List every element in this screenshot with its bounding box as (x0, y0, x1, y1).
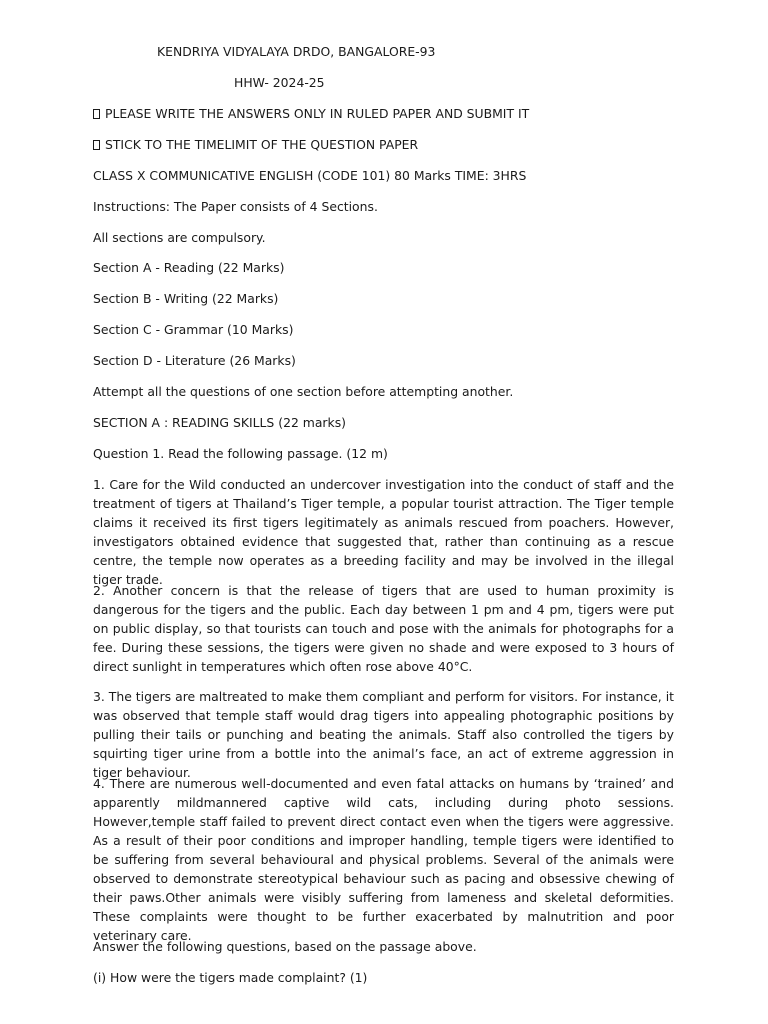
section-item: Section D - Literature (26 Marks) (93, 353, 296, 368)
missing-glyph-icon (93, 140, 100, 150)
passage-paragraph-1: 1. Care for the Wild conducted an undercover investigation into the conduct of staff and the treatment of tigers at Thailand’s Tiger temple, a popular tourist attraction. The Tiger temple claims it received its first tigers legitimately as animals rescued from poachers. However, investigators obtained evidence that suggested that, rather than continuing as a rescue centre, the temple now operates as a breeding facility and may be involved in the illegal tiger trade. (93, 477, 674, 587)
school-heading: KENDRIYA VIDYALAYA DRDO, BANGALORE-93 (157, 44, 436, 59)
note-timelimit (93, 137, 418, 153)
question-1-heading: Question 1. Read the following passage. (12 m) (93, 446, 388, 461)
answer-prompt: Answer the following questions, based on the passage above. (93, 939, 477, 954)
note-text: PLEASE WRITE THE ANSWERS ONLY IN RULED PAPER AND SUBMIT IT (105, 106, 530, 121)
passage-paragraph-2: 2. Another concern is that the release of tigers that are used to human proximity is dangerous for the tigers and the public. Each day between 1 pm and 4 pm, tigers were put on public display, so that tourists can touch and pose with the animals for photographs for a fee. During these sessions, the tigers were given no shade and were exposed to 3 hours of direct sunlight in temperatures which often rose above 40°C. (93, 583, 674, 674)
attempt-instruction: Attempt all the questions of one section before attempting another. (93, 384, 514, 399)
instructions-line: Instructions: The Paper consists of 4 Sections. (93, 199, 378, 214)
passage-paragraph-3: 3. The tigers are maltreated to make them compliant and perform for visitors. For instance, it was observed that temple staff would drag tigers into appealing photographic positions by pulling their tails or punching and beating the animals. Staff also controlled the tigers by squirting tiger urine from a bottle into the animal’s face, an act of extreme aggression in tiger behaviour. (93, 689, 674, 780)
note-text: STICK TO THE TIMELIMIT OF THE QUESTION PAPER (105, 137, 419, 152)
section-item: Section B - Writing (22 Marks) (93, 291, 279, 306)
compulsory-line: All sections are compulsory. (93, 230, 266, 245)
section-a-title: SECTION A : READING SKILLS (22 marks) (93, 415, 346, 430)
class-info: CLASS X COMMUNICATIVE ENGLISH (CODE 101) 80 Marks TIME: 3HRS (93, 168, 527, 183)
section-item: Section C - Grammar (10 Marks) (93, 322, 294, 337)
passage-paragraph-4: 4. There are numerous well-documented and even fatal attacks on humans by ‘trained’ and apparently mildmannered captive wild cats, including during photo sessions. However,temple staff failed to prevent direct contact even when the tigers were aggressive. As a result of their poor conditions and improper handling, temple tigers were identified to be suffering from several behavioural and physical problems. Several of the animals were observed to demonstrate stereotypical behaviour such as pacing and obsessive chewing of their paws.Other animals were visibly suffering from lameness and skeletal deformities. These complaints were thought to be further exacerbated by malnutrition and poor veterinary care. (93, 776, 674, 943)
note-ruled-paper (93, 106, 529, 122)
question-i: (i) How were the tigers made complaint? (1) (93, 970, 368, 985)
hhw-heading: HHW- 2024-25 (234, 75, 325, 90)
section-item: Section A - Reading (22 Marks) (93, 260, 285, 275)
missing-glyph-icon (93, 109, 100, 119)
